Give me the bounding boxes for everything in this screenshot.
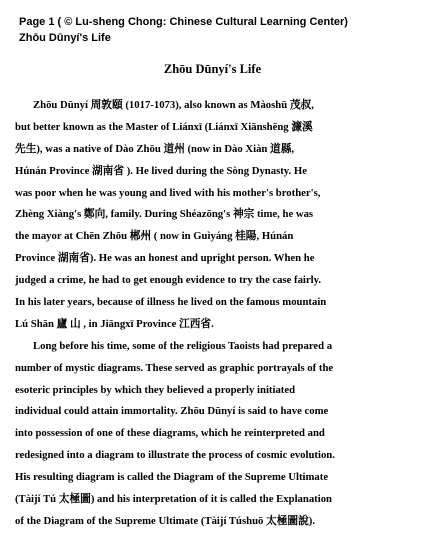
body-line: judged a crime, he had to get enough evidence to try the case fairly. (15, 274, 322, 287)
header-chapter-title: Zhōu Dūnyí's Life (19, 32, 111, 44)
body-line: individual could attain immortality. Zhōu Dūnyí is said to have come (15, 405, 329, 418)
body-text (15, 95, 415, 533)
body-line: Province 湖南省). He was an honest and upright person. When he (15, 252, 315, 265)
body-line: into possession of one of these diagrams, which he reinterpreted and (15, 427, 325, 440)
body-line: was poor when he was young and lived with his mother's brother's, (15, 186, 321, 199)
body-line: His resulting diagram is called the Diagram of the Supreme Ultimate (15, 471, 329, 484)
body-line: but better known as the Master of Liánxī (Liánxī Xiānshēng 濂溪 (15, 120, 313, 133)
body-line: In his later years, because of illness he lived on the famous mountain (15, 296, 327, 309)
body-line: Lú Shān 廬 山 , in Jiāngxī Province 江西省. (15, 317, 214, 330)
body-line: Zhōu Dūnyí 周敦頤 (1017-1073), also known as Màoshū 茂叔, (33, 99, 314, 111)
body-line: (Tàijí Tú 太極圖) and his interpretation of it is called the Explanation (15, 493, 332, 506)
body-line: number of mystic diagrams. These served as graphic portrayals of the (15, 361, 334, 374)
body-line: Húnán Province 湖南省 ). He lived during the Sòng Dynasty. He (15, 164, 307, 177)
body-line: 先生), was a native of Dào Zhōu 道州 (now in Dào Xiàn 道縣, (15, 142, 295, 155)
body-line: the mayor at Chēn Zhōu 郴州 ( now in Guìyáng 桂陽, Húnán (15, 230, 294, 243)
page-header (19, 14, 348, 46)
body-line: Zhèng Xiàng's 鄭向, family. During Shéazōng's 神宗 time, he was (15, 208, 314, 221)
body-line: esoteric principles by which they believed a properly initiated (15, 383, 296, 396)
document-title: Zhōu Dūnyí's Life (163, 62, 262, 76)
header-page-copyright: Page 1 ( © Lu-sheng Chong: Chinese Cultural Learning Center) (19, 16, 348, 28)
body-line: of the Diagram of the Supreme Ultimate (Tàijí Túshuō 太極圖說). (15, 514, 316, 527)
body-line: Long before his time, some of the religious Taoists had prepared a (33, 339, 333, 352)
body-line: redesigned into a diagram to illustrate the process of cosmic evolution. (15, 449, 335, 462)
